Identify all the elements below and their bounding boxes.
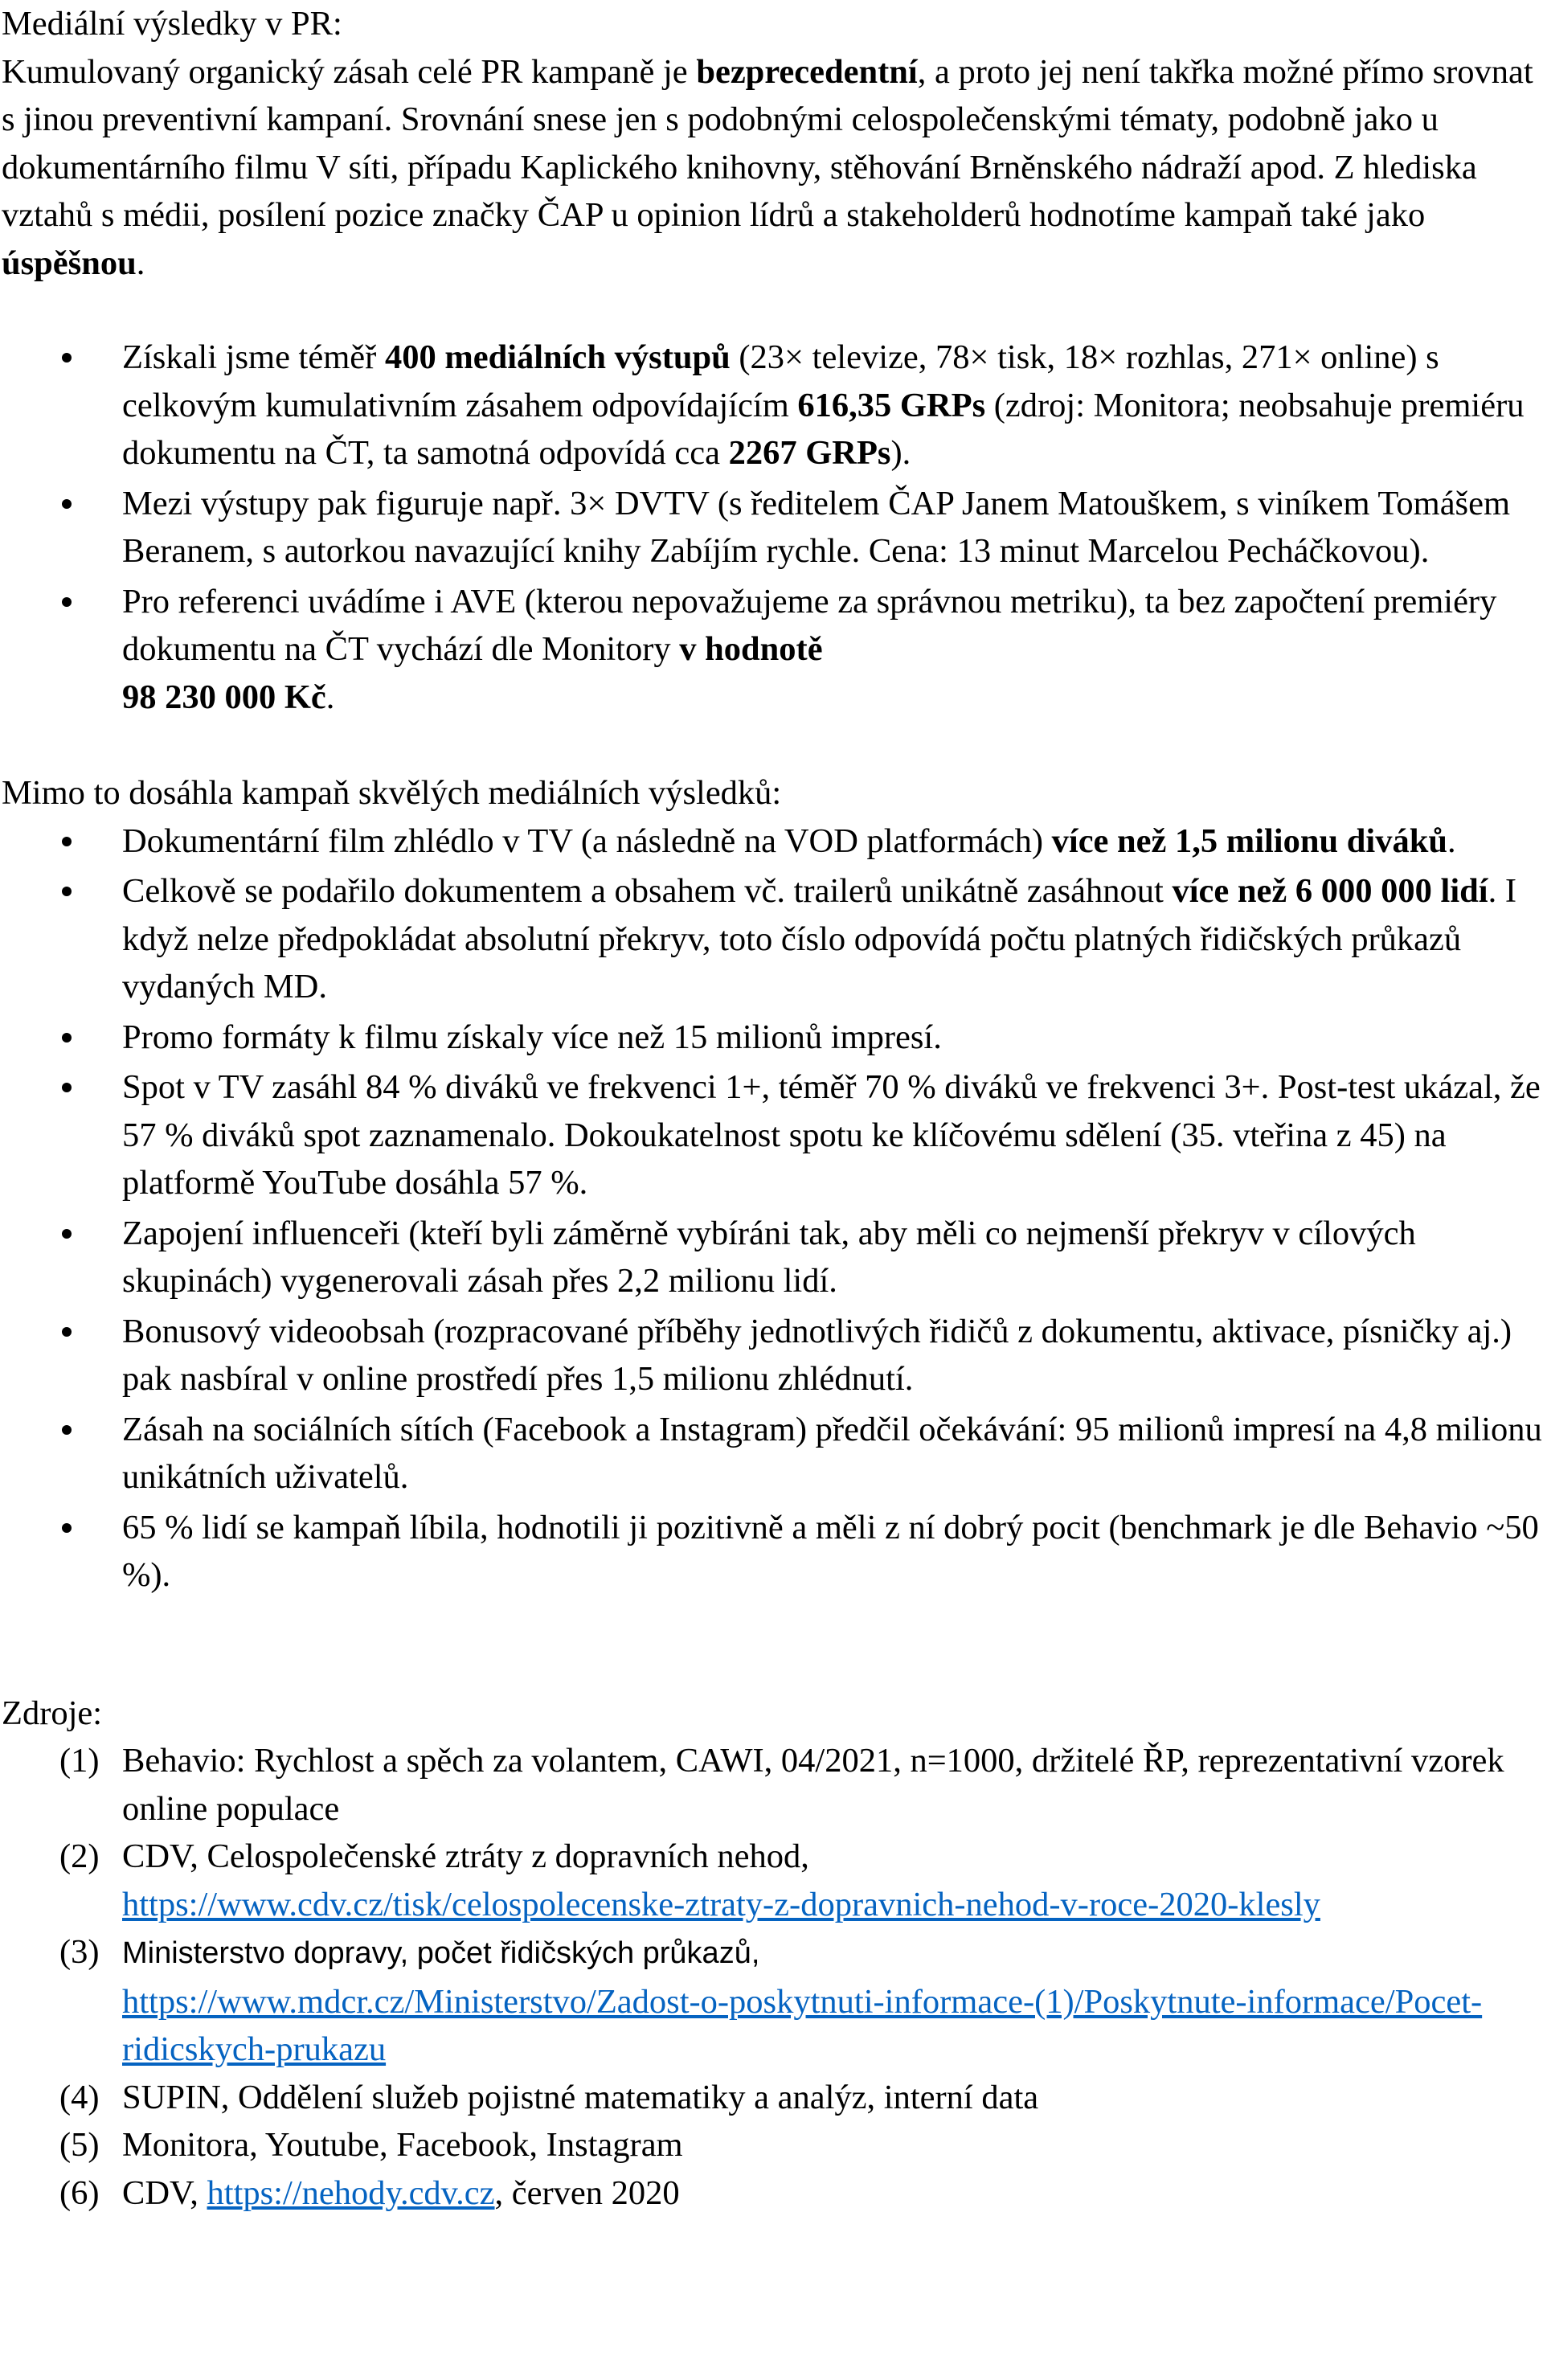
intro-text-2: , a proto jej není takřka možné přímo srovnat s jinou preventivní kampaní. Srovnání snese jen s podobnými celospolečenskými tématy, podobně jako u dokumentárního filmu V síti, případu Kaplického knihovny, stěhování Brněnského nádraží apod. Z hlediska vztahů s médii, posílení pozice značky ČAP u opinion lídrů a stakeholderů hodnotíme kampaň také jako [2, 52, 1533, 234]
source-number: (6) [59, 2173, 100, 2212]
bullet-icon [62, 499, 72, 509]
source-text: Monitora, Youtube, Facebook, Instagram [122, 2126, 683, 2164]
bullet-text: . [1447, 821, 1456, 860]
source-item [2, 1928, 1543, 2074]
bullet-icon [62, 353, 72, 363]
bullet-text: (zdroj: Monitora; neobsahuje premiéru dokumentu na ČT, ta samotná odpovídá cca [122, 386, 1525, 472]
source-item [2, 1833, 1543, 1928]
source-number: (3) [59, 1933, 100, 1971]
list-item [2, 1308, 1543, 1403]
spacer [2, 287, 1543, 334]
bullet-icon [62, 1083, 72, 1092]
bullet-bold: více než 6 000 000 lidí [1172, 872, 1488, 910]
source-link[interactable]: https://nehody.cdv.cz [207, 2173, 495, 2212]
bullet-text: Spot v TV zasáhl 84 % diváků ve frekvenci 1+, téměř 70 % diváků ve frekvenci 3+. Post-test ukázal, že 57 % diváků spot zaznamenalo. Dokoukatelnost spotu ke klíčovému sdělení (35. vteřina z 45) na platformě YouTube dosáhla 57 %. [122, 1068, 1541, 1202]
source-text: SUPIN, Oddělení služeb pojistné matematiky a analýz, interní data [122, 2078, 1039, 2116]
bullet-bold: 2267 GRPs [728, 434, 891, 472]
intro-bold-2: úspěšnou [2, 244, 137, 282]
bullet-bold: 98 230 000 Kč [122, 678, 326, 716]
bullet-icon [62, 597, 72, 607]
source-text: Ministerstvo dopravy, počet řidičských průkazů, [122, 1936, 760, 1970]
bullet-bold: 616,35 GRPs [797, 386, 986, 424]
results-bullet-list [2, 817, 1543, 1600]
results-heading: Mimo to dosáhla kampaň skvělých mediálních výsledků: [2, 774, 782, 812]
bullet-text: ). [890, 434, 911, 472]
source-number: (5) [59, 2126, 100, 2164]
sources-heading: Zdroje: [2, 1694, 103, 1732]
bullet-text: Získali jsme téměř [122, 338, 385, 376]
bullet-bold: více než 1,5 milionu diváků [1051, 821, 1447, 860]
list-item [2, 1406, 1543, 1501]
source-number: (2) [59, 1837, 100, 1875]
bullet-icon [62, 837, 72, 846]
bullet-text: Pro referenci uvádíme i AVE (kterou nepovažujeme za správnou metriku), ta bez započtení premiéry dokumentu na ČT vychází dle Monitory [122, 582, 1497, 668]
list-item [2, 817, 1543, 866]
source-text: CDV, [122, 2173, 207, 2212]
list-item [2, 480, 1543, 576]
intro-bold-1: bezprecedentní [696, 52, 918, 91]
bullet-text: Bonusový videoobsah (rozpracované příběhy jednotlivých řidičů z dokumentu, aktivace, písničky aj.) pak nasbíral v online prostředí přes 1,5 milionu zhlédnutí. [122, 1312, 1512, 1398]
spacer [2, 1600, 1543, 1690]
bullet-icon [62, 1033, 72, 1043]
sources-list [2, 1737, 1543, 2217]
bullet-text: (23× televize, 78× tisk, 18× rozhlas, 271× online) s celkovým kumulativním zásahem odpovídajícím [122, 338, 1439, 424]
bullet-icon [62, 1327, 72, 1337]
bullet-text: Zapojení influenceři (kteří byli záměrně vybíráni tak, aby měli co nejmenší překryv v cílových skupinách) vygenerovali zásah přes 2,2 milionu lidí. [122, 1214, 1416, 1300]
source-number: (1) [59, 1742, 100, 1780]
spacer [2, 721, 1543, 769]
bullet-text: Dokumentární film zhlédlo v TV (a následně na VOD platformách) [122, 821, 1052, 860]
list-item [2, 1504, 1543, 1600]
bullet-bold: v hodnotě [679, 630, 823, 668]
list-item [2, 334, 1543, 477]
bullet-icon [62, 887, 72, 896]
source-item [2, 1737, 1543, 1833]
source-text-tail: , červen 2020 [494, 2173, 680, 2212]
bullet-icon [62, 1425, 72, 1435]
bullet-text: Zásah na sociálních sítích (Facebook a Instagram) předčil očekávání: 95 milionů impresí na 4,8 milionu unikátních uživatelů. [122, 1410, 1542, 1496]
media-intro [2, 48, 1543, 288]
list-item [2, 867, 1543, 1011]
bullet-text: 65 % lidí se kampaň líbila, hodnotili ji pozitivně a měli z ní dobrý pocit (benchmark je dle Behavio ~50 %). [122, 1508, 1539, 1594]
bullet-bold: 400 mediálních výstupů [384, 338, 731, 376]
bullet-text: Celkově se podařilo dokumentem a obsahem vč. trailerů unikátně zasáhnout [122, 872, 1173, 910]
source-link[interactable]: https://www.mdcr.cz/Ministerstvo/Zadost-o-poskytnuti-informace-(1)/Poskytnute-informace/Pocet-ridicskych-prukazu [122, 1982, 1483, 2068]
bullet-icon [62, 1523, 72, 1533]
source-item [2, 2169, 1543, 2218]
source-link[interactable]: https://www.cdv.cz/tisk/celospolecenske-ztraty-z-dopravnich-nehod-v-roce-2020-klesly [122, 1885, 1320, 1923]
media-bullet-list [2, 334, 1543, 721]
list-item [2, 578, 1543, 722]
bullet-text: Mezi výstupy pak figuruje např. 3× DVTV (s ředitelem ČAP Janem Matouškem, s viníkem Tomášem Beranem, s autorkou navazující knihy Zabíjím rychle. Cena: 13 minut Marcelou Pecháčkovou). [122, 484, 1511, 570]
source-number: (4) [59, 2078, 100, 2116]
intro-text-3: . [136, 244, 145, 282]
bullet-text: Promo formáty k filmu získaly více než 15 milionů impresí. [122, 1018, 942, 1056]
source-item [2, 2121, 1543, 2169]
bullet-text: . [325, 678, 335, 716]
media-heading: Mediální výsledky v PR: [2, 5, 342, 43]
list-item [2, 1210, 1543, 1305]
source-item [2, 2074, 1543, 2122]
bullet-icon [62, 1229, 72, 1239]
list-item [2, 1063, 1543, 1207]
bullet-text: . I když nelze předpokládat absolutní překryv, toto číslo odpovídá počtu platných řidičských průkazů vydaných MD. [122, 872, 1516, 1006]
source-text: CDV, Celospolečenské ztráty z dopravních nehod, [122, 1837, 809, 1875]
media-section [2, 0, 1543, 287]
intro-text-1: Kumulovaný organický zásah celé PR kampaně je [2, 52, 697, 91]
list-item [2, 1014, 1543, 1062]
source-text: Behavio: Rychlost a spěch za volantem, CAWI, 04/2021, n=1000, držitelé ŘP, reprezentativní vzorek online populace [122, 1742, 1504, 1828]
